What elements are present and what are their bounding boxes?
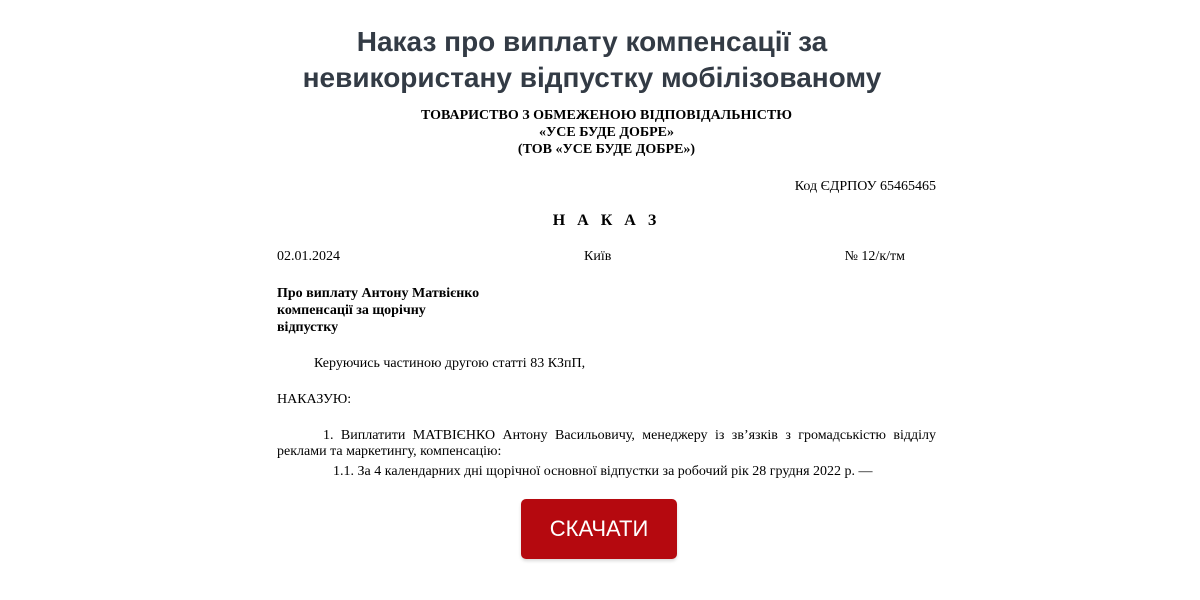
- edrpou-code: Код ЄДРПОУ 65465465: [794, 179, 936, 194]
- download-button[interactable]: СКАЧАТИ: [521, 499, 677, 559]
- order-subject: [277, 285, 517, 336]
- order-subject-line-1: Про виплату Антону Матвієнко: [277, 286, 480, 301]
- company-name-line-2: «УСЕ БУДЕ ДОБРЕ»: [539, 125, 674, 140]
- order-subject-line-3: відпустку: [277, 320, 339, 335]
- order-heading: Н А К А З: [552, 212, 661, 229]
- order-subject-line-2: компенсації за щорічну: [277, 303, 426, 318]
- order-meta-row: [277, 249, 936, 265]
- order-date: 02.01.2024: [277, 249, 340, 264]
- page-title-line-1: Наказ про виплату компенсації за: [356, 26, 828, 57]
- order-item-1: 1. Виплатити МАТВІЄНКО Антону Васильовичу, менеджеру із зв’язків з громадськістю відділу реклами та маркетингу, компенсацію:: [277, 428, 936, 459]
- legal-basis: Керуючись частиною другою статті 83 КЗпП,: [314, 356, 586, 371]
- company-name-line-3: (ТОВ «УСЕ БУДЕ ДОБРЕ»): [517, 142, 696, 157]
- company-name-block: [277, 107, 936, 158]
- document-preview: [277, 107, 936, 479]
- company-name-line-1: ТОВАРИСТВО З ОБМЕЖЕНОЮ ВІДПОВІДАЛЬНІСТЮ: [421, 108, 792, 123]
- order-city: Київ: [584, 249, 612, 264]
- page-title: [0, 24, 1184, 96]
- order-item-1-1: 1.1. За 4 календарних дні щорічної основної відпустки за робочий рік 28 грудня 2022 р. —: [333, 464, 873, 479]
- order-number: № 12/к/тм: [844, 249, 905, 264]
- page-title-line-2: невикористану відпустку мобілізованому: [302, 62, 882, 93]
- order-word: НАКАЗУЮ:: [277, 392, 352, 407]
